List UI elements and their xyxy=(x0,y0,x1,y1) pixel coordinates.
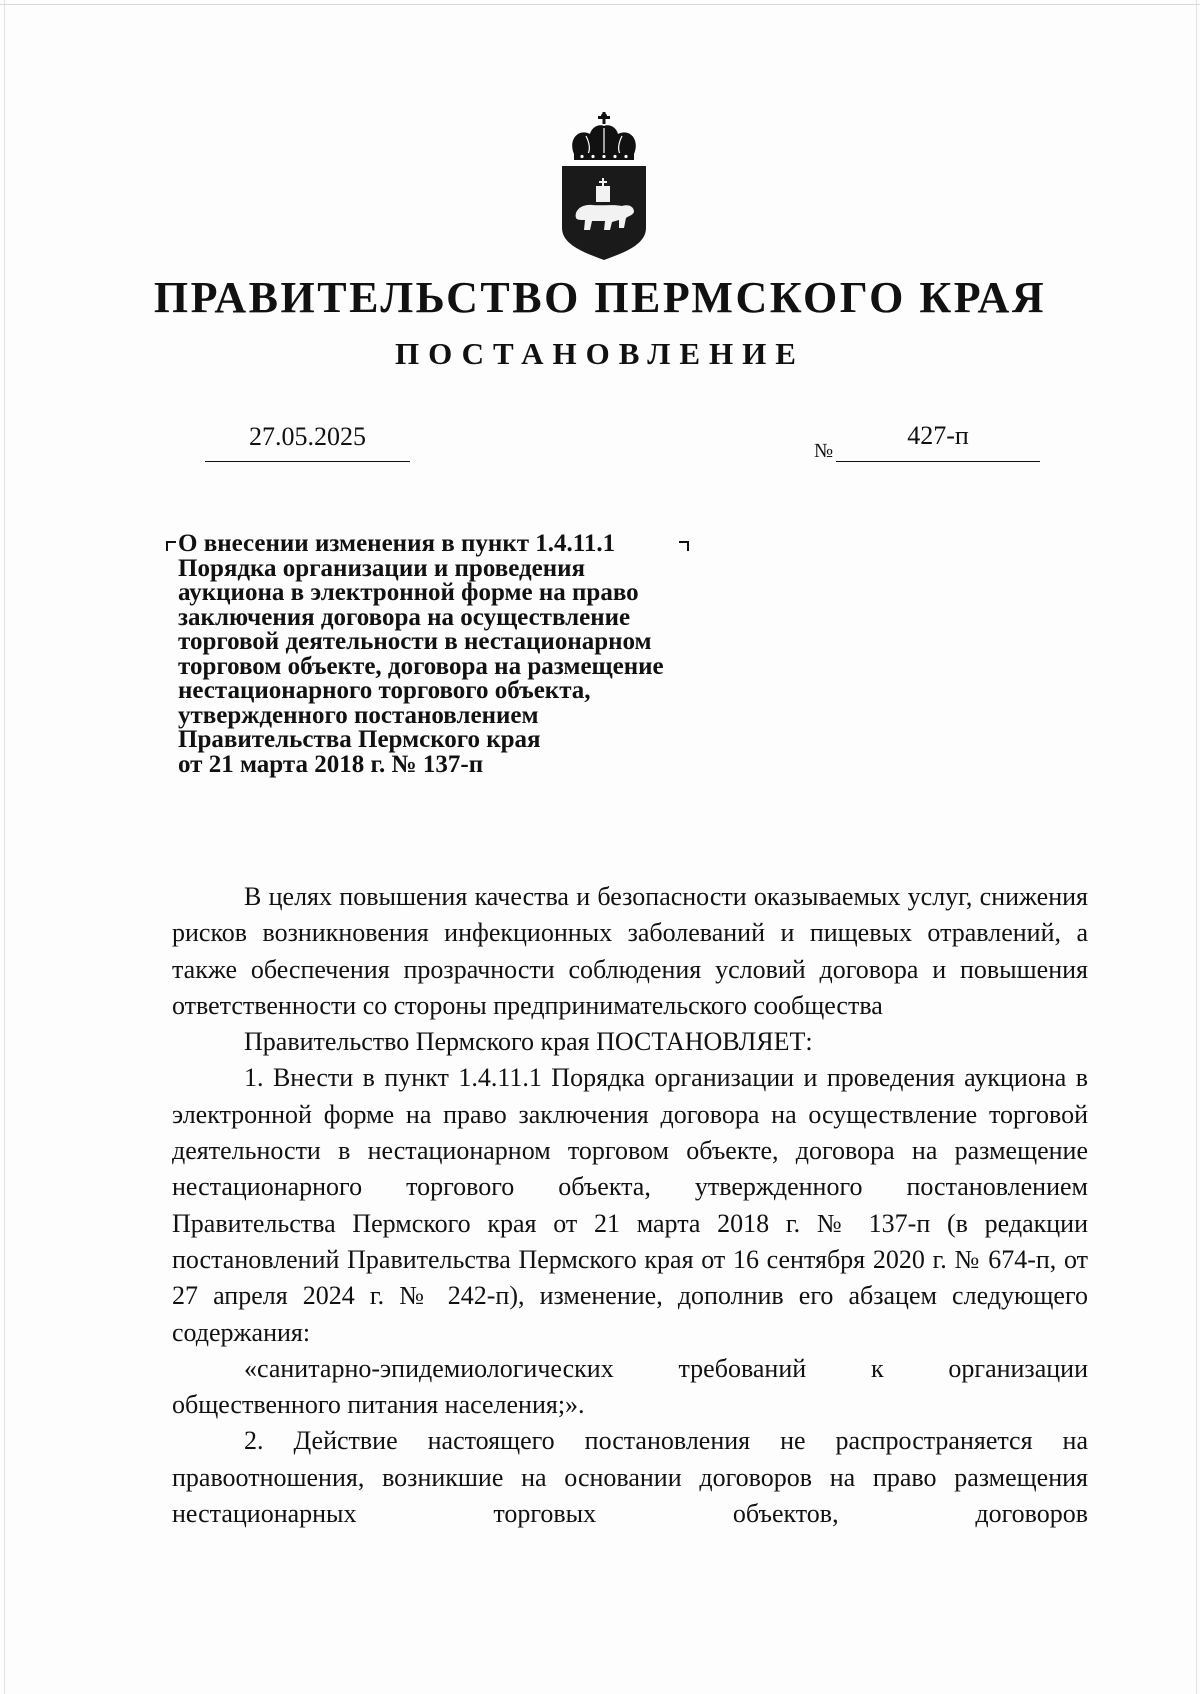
scan-edge-right xyxy=(1196,0,1197,1694)
number-underline xyxy=(836,461,1040,462)
subject-line: Порядка организации и проведения xyxy=(178,554,586,582)
date-underline xyxy=(205,461,410,462)
subject-bracket-left xyxy=(166,541,176,551)
subject-line: торговом объекте, договора на размещение xyxy=(178,652,664,680)
item-2-paragraph: 2. Действие настоящего постановления не распространяется на правоотношения, возникшие на основании договоров на право размещения нестационарных торговых объектов, договоров xyxy=(172,1426,1088,1529)
subject-line: от 21 марта 2018 г. № 137-п xyxy=(178,750,484,778)
document-subject xyxy=(178,532,778,777)
subject-line: торговой деятельности в нестационарном xyxy=(178,628,652,655)
crown-icon xyxy=(572,112,636,160)
coat-of-arms-icon xyxy=(556,110,652,260)
subject-line: нестационарного торгового объекта, xyxy=(178,677,591,704)
document-date: 27.05.2025 xyxy=(249,422,366,451)
scan-edge-top xyxy=(0,4,1200,5)
subject-line: заключения договора на осуществление xyxy=(178,603,631,631)
number-sign: № xyxy=(814,440,834,462)
subject-line: О внесении изменения в пункт 1.4.11.1 xyxy=(178,530,616,557)
document-type: ПОСТАНОВЛЕНИЕ xyxy=(395,336,805,371)
preamble-paragraph: В целях повышения качества и безопасности оказываемых услуг, снижения рисков возникновения инфекционных заболеваний и пищевых отравлений, а также обеспечения прозрачности соблюдения условий договора и повышения ответственности со стороны предпринимательского сообщества xyxy=(172,882,1088,1020)
government-title: ПРАВИТЕЛЬСТВО ПЕРМСКОГО КРАЯ xyxy=(153,273,1047,322)
quoted-amendment: «санитарно-эпидемиологических требований к организации общественного питания населения;». xyxy=(172,1353,1088,1420)
document-number: 427-п xyxy=(907,421,969,450)
item-1-paragraph: 1. Внести в пункт 1.4.11.1 Порядка организации и проведения аукциона в электронной форме на право заключения договора на осуществление торговой деятельности в нестационарном торговом объекте, договора на размещение нестационарного торгового объекта, утвержденного постановлением Правительства Пермского края от 21 марта 2018 г. № 137-п (в редакции постановлений Правительства Пермского края от 16 сентября 2020 г. № 674-п, от 27 апреля 2024 г. № 242-п), изменение, дополнив его абзацем следующего содержания: xyxy=(172,1063,1088,1347)
resolution-clause: Правительство Пермского края ПОСТАНОВЛЯЕТ: xyxy=(244,1027,813,1057)
document-body xyxy=(172,879,1088,1532)
scan-edge-left xyxy=(4,0,5,1694)
subject-line: аукциона в электронной форме на право xyxy=(178,579,639,606)
subject-line: утвержденного постановлением xyxy=(178,701,539,729)
subject-line: Правительства Пермского края xyxy=(178,726,541,753)
